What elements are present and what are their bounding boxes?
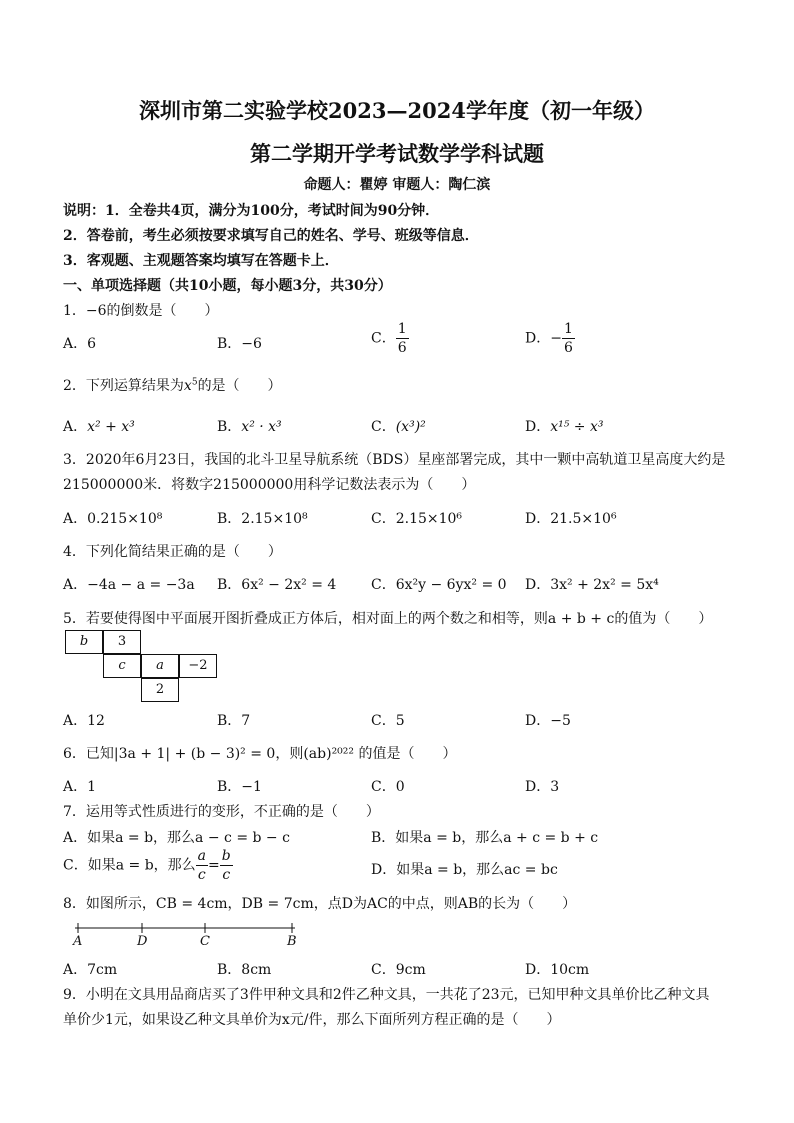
- question-3-line-2: 215000000米．将数字215000000用科学记数法表示为（ ）: [63, 477, 476, 493]
- question-3-line-1: 3．2020年6月23日，我国的北斗卫星导航系统（BDS）星座部署完成，其中一颗中高轨道卫星高度大约是: [63, 452, 726, 468]
- note-1: 说明：1．全卷共4页，满分为100分，考试时间为90分钟．: [63, 203, 440, 219]
- question-6-option-a: A．1: [63, 779, 97, 795]
- question-9-line-1: 9．小明在文具用品商店买了3件甲种文具和2件乙种文具，一共花了23元，已知甲种文具单价比乙种文具: [63, 987, 710, 1003]
- question-5-option-b: B．7: [217, 713, 251, 729]
- point-label-b: B: [287, 934, 297, 949]
- question-7-option-a: A．如果a = b，那么a − c = b − c: [63, 830, 290, 846]
- question-8-option-c: C．9cm: [371, 962, 426, 978]
- question-2-option-d: D．x¹⁵ ÷ x³: [525, 419, 604, 435]
- question-4-option-c: C．6x²y − 6yx² = 0: [371, 577, 507, 593]
- question-5-option-d: D．−5: [525, 713, 571, 729]
- point-label-d: D: [137, 934, 148, 949]
- section-heading: 一、单项选择题（共10小题，每小题3分，共30分）: [63, 278, 392, 294]
- question-8-option-a: A．7cm: [63, 962, 118, 978]
- question-3-option-b: B．2.15×10⁸: [217, 511, 308, 527]
- net-cell-3: 3: [103, 630, 141, 654]
- question-4-stem: 4．下列化简结果正确的是（ ）: [63, 544, 282, 560]
- question-2-stem: 2．下列运算结果为$x^5$的是（ ）: [63, 377, 282, 394]
- question-4-option-d: D．3x² + 2x² = 5x⁴: [525, 577, 659, 593]
- question-8-option-d: D．10cm: [525, 962, 590, 978]
- title-line-2: 第二学期开学考试数学学科试题: [250, 141, 544, 166]
- net-cell-a: a: [141, 654, 179, 678]
- question-7-option-b: B．如果a = b，那么a + c = b + c: [371, 830, 599, 846]
- question-5-option-a: A．12: [63, 713, 105, 729]
- question-1-option-a: A．6: [63, 336, 97, 352]
- note-2: 2．答卷前，考生必须按要求填写自己的姓名、学号、班级等信息．: [63, 228, 479, 244]
- net-cell-b: b: [65, 630, 103, 654]
- question-9-line-2: 单价少1元，如果设乙种文具单价为x元/件，那么下面所列方程正确的是（ ）: [63, 1012, 561, 1028]
- question-1-option-d: D．− $\frac{1}{6}$: [525, 321, 573, 356]
- question-6-option-d: D．3: [525, 779, 560, 795]
- question-2-option-b: B．x² · x³: [217, 419, 282, 435]
- question-6-option-b: B．−1: [217, 779, 262, 795]
- question-6-stem: 6．已知|3a + 1| + (b − 3)² = 0，则(ab)²⁰²² 的值是（ ）: [63, 746, 457, 762]
- question-2-option-a: A．x² + x³: [63, 419, 135, 435]
- net-cell-2: 2: [141, 678, 179, 702]
- question-2-option-c: C．(x³)²: [371, 419, 426, 435]
- question-1-option-b: B．−6: [217, 336, 262, 352]
- question-3-option-c: C．2.15×10⁶: [371, 511, 463, 527]
- question-7-stem: 7．运用等式性质进行的变形，不正确的是（ ）: [63, 804, 380, 820]
- question-3-option-a: A．0.215×10⁸: [63, 511, 163, 527]
- point-label-a: A: [73, 934, 83, 949]
- title-line-1: 深圳市第二实验学校2023—2024学年度（初一年级）: [139, 98, 655, 123]
- question-7-option-d: D．如果a = b，那么ac = bc: [371, 862, 558, 878]
- question-1-stem: 1．−6的倒数是（ ）: [63, 303, 219, 319]
- point-label-c: C: [200, 934, 210, 949]
- question-8-stem: 8．如图所示，CB = 4cm，DB = 7cm，点D为AC的中点，则AB的长为（ ）: [63, 896, 577, 912]
- note-3: 3．客观题、主观题答案均填写在答题卡上．: [63, 253, 339, 269]
- question-1-option-c: C． $\frac{1}{6}$: [371, 321, 407, 356]
- question-7-option-c: C．如果a = b，那么 $\frac{a}{c}$ = $\frac{b}{c}$: [63, 848, 231, 883]
- question-6-option-c: C．0: [371, 779, 405, 795]
- question-5-stem: 5．若要使得图中平面展开图折叠成正方体后，相对面上的两个数之和相等，则a + b + c的值为（ ）: [63, 611, 713, 627]
- question-8-option-b: B．8cm: [217, 962, 272, 978]
- question-3-option-d: D．21.5×10⁶: [525, 511, 617, 527]
- net-cell-neg2: −2: [179, 654, 217, 678]
- question-4-option-a: A．−4a − a = −3a: [63, 577, 195, 593]
- net-cell-c: c: [103, 654, 141, 678]
- question-5-option-c: C．5: [371, 713, 405, 729]
- question-4-option-b: B．6x² − 2x² = 4: [217, 577, 337, 593]
- authors-line: 命题人：瞿婷 审题人：陶仁滨: [303, 177, 491, 193]
- segment-figure: [60, 920, 310, 952]
